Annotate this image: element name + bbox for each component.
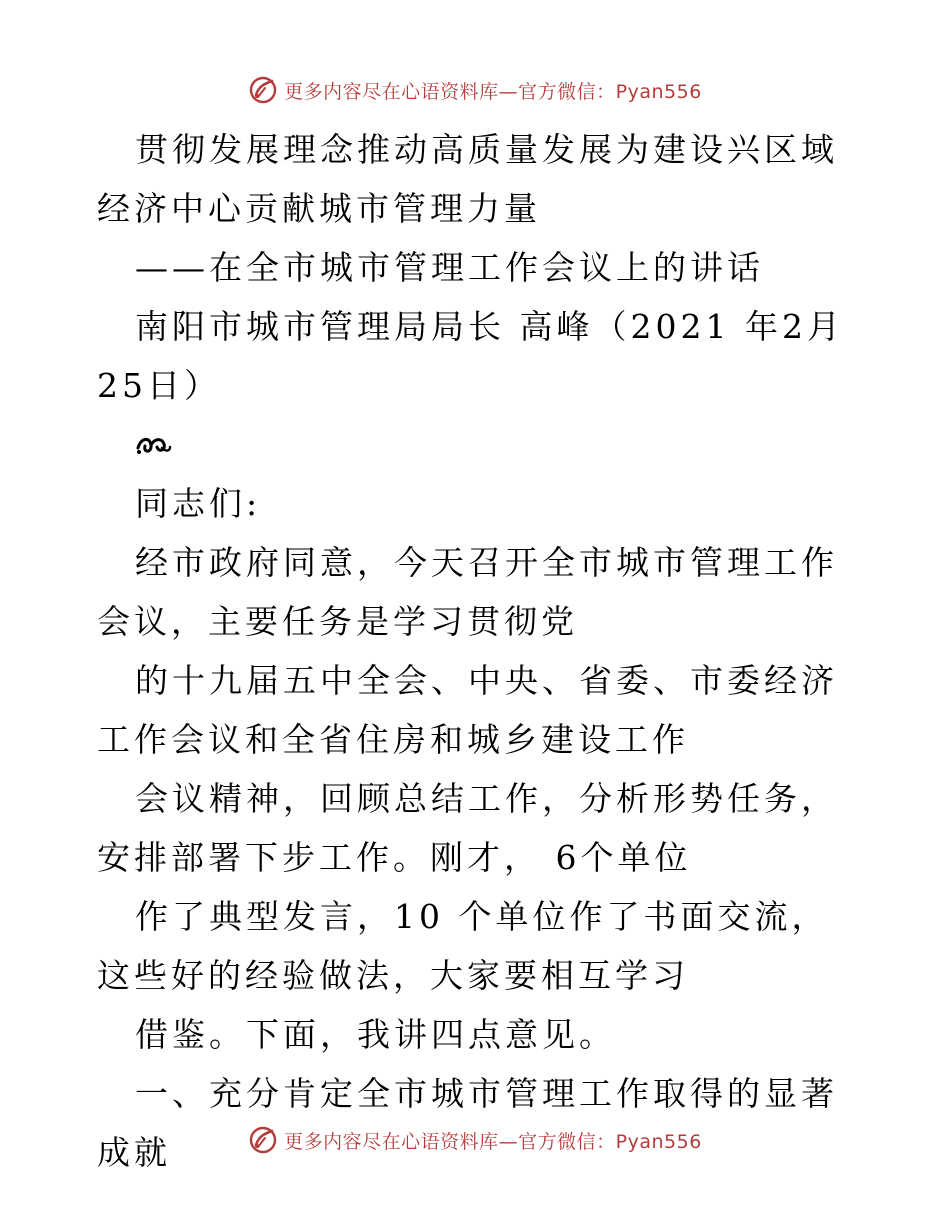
salutation: 同志们:: [135, 484, 262, 523]
header-watermark-banner: [0, 70, 950, 110]
paragraph-4: 作了典型发言，10 个单位作了书面交流，这些好的经验做法，大家要相互学习: [97, 897, 829, 995]
watermark-text: 更多内容尽在心语资料库—官方微信：Pyan556: [284, 80, 702, 103]
paragraph-3: 会议精神，回顾总结工作，分析形势任务，安排部署下步工作。刚才， 6个单位: [97, 779, 838, 877]
watermark-text: 更多内容尽在心语资料库—官方微信：Pyan556: [284, 1130, 702, 1153]
fleuron-ornament-icon: [97, 415, 857, 474]
section-heading: 一、充分肯定全市城市管理工作取得的显著成就: [97, 1074, 838, 1172]
paragraph-1: 经市政府同意，今天召开全市城市管理工作会议，主要任务是学习贯彻党: [97, 543, 838, 641]
document-byline: 南阳市城市管理局局长 高峰（2021 年2月25日）: [97, 307, 844, 405]
footer-watermark-banner: [0, 1120, 950, 1160]
document-body: [97, 120, 857, 1182]
paragraph-2: 的十九届五中全会、中央、省委、市委经济工作会议和全省住房和城乡建设工作: [97, 661, 838, 759]
watermark-logo-icon: [248, 1125, 278, 1155]
watermark-logo-icon: [248, 75, 278, 105]
paragraph-5: 借鉴。下面，我讲四点意见。: [135, 1015, 616, 1054]
document-subtitle: ——在全市城市管理工作会议上的讲话: [135, 248, 764, 287]
document-title: 贯彻发展理念推动高质量发展为建设兴区域经济中心贡献城市管理力量: [97, 130, 838, 228]
